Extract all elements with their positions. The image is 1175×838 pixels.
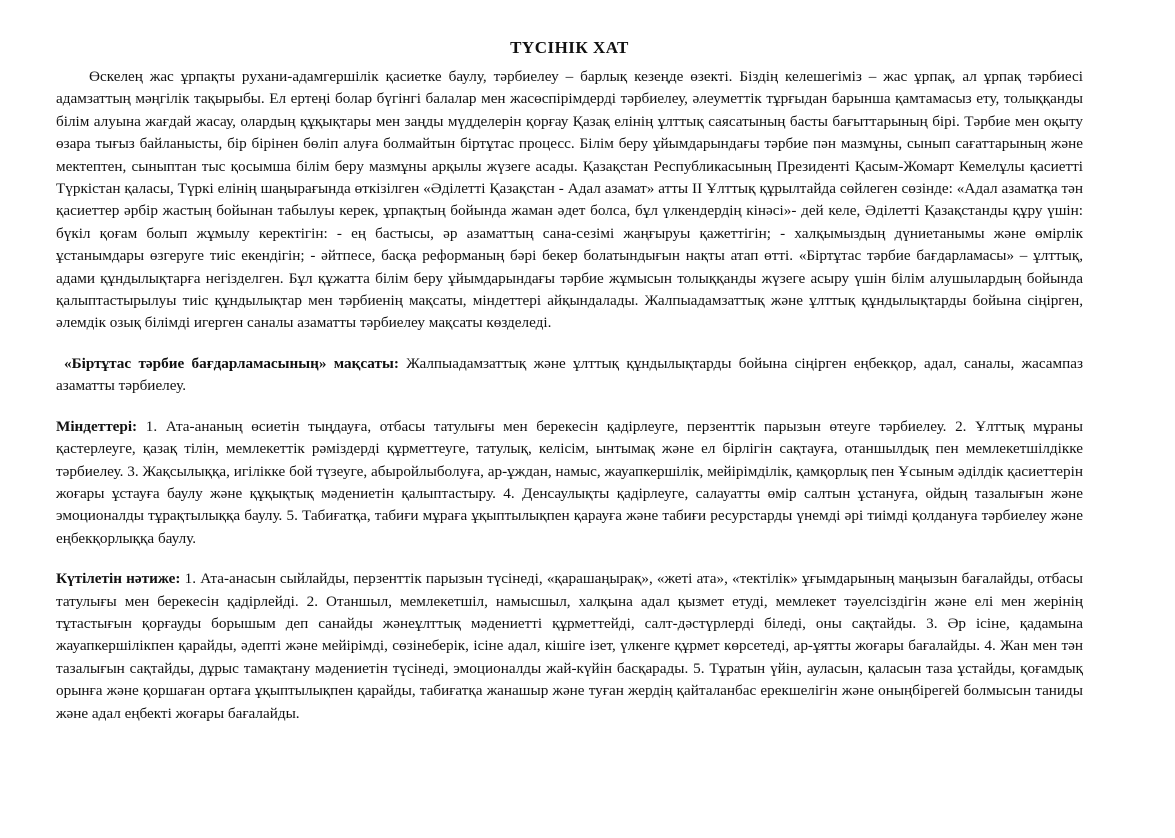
results-text: 1. Ата-анасын сыйлайды, перзенттік парызын түсінеді, «қарашаңырақ», «жеті ата», «тектілік» ұғымдарының маңызын бағалайды, отбасы татулығы мен берекесін қадірлейді. 2. Отаншыл, мемлекетшіл, намысшыл, халқына адал қызмет етуді, мемлекет тәуелсіздігін және елі мен жерінің тұтастығын қорғауды борышым деп санайды жәнеұлттық мәдениетті құрметтейді, салт-дәстүрлерді біледі, оны сақтайды. 3. Әр ісіне, қадамына жауапкершілікпен қарайды, әдепті және мейірімді, сөзінеберік, ісіне адал, кішіге ізет, үлкенге құрмет көрсетеді, ар-ұятты жоғары бағалайды. 4. Жан мен тән тазалығын сақтайды, дұрыс тамақтану мәдениетін түсінеді, эмоционалды жай-күйін басқарады. 5. Тұратын үйін, ауласын, қаласын таза ұстайды, қоғамдық орынға және қоршаған ортаға ұқыптылықпен қарайды, табиғатқа жанашыр және туған жердің қайталанбас ерекшелігін және оныңбірегей болмысын таниды және адал еңбекті жоғары бағалайды. bbox=[56, 570, 1083, 722]
tasks-paragraph bbox=[56, 416, 1083, 550]
document-title: ТҮСІНІК ХАТ bbox=[510, 38, 629, 57]
tasks-text: 1. Ата-ананың өсиетін тыңдауға, отбасы татулығы мен берекесін қадірлеуге, перзенттік парызын өтеуге тәрбиелеу. 2. Ұлттық мұраны қастерлеуге, қазақ тілін, мемлекеттік рәміздерді құрметтеуге, татулық, келісім, ынтымақ және ел бірлігін сақтауға, отаншылдық пен мемлекетшілдікке тәрбиелеу. 3. Жақсылыққа, игілікке бой түзеуге, абыройлыболуға, ар-ұждан, намыс, жауапкершілік, мейірімділік, қамқорлық пен Ұсыным әділдік қасиеттерін жоғары ұстауға баулу және құқықтық мәдениетін қалыптастыру. 4. Денсаулықты қадірлеуге, салауатты өмір салтын ұстануға, ойдың тазалығын және эмоционалды тұрақтылыққа баулу. 5. Табиғатқа, табиғи мұраға ұқыптылықпен қарауға және табиғи ресурстарды үнемді әрі тиімді қолдануға тәрбиелеу және еңбекқорлыққа баулу. bbox=[56, 417, 1083, 547]
intro-paragraph: Өскелең жас ұрпақты рухани-адамгершілік қасиетке баулу, тәрбиелеу – барлық кезеңде өзекті. Біздің келешегіміз – жас ұрпақ, ал ұрпақ тәрбиесі адамзаттың мәңгілік тақырыбы. Ел ертеңі болар бүгінгі балалар мен жасөспірімдерді тәрбиелеу, әлеуметтік тұрғыдан барынша қамтамасыз ету, толыққанды білім алуына жағдай жасау, олардың құқықтары мен заңды мүдделерін қорғау Қазақ елінің ұлттық саясатының басты бағыттарының бірі. Тәрбие мен оқыту өзара тығыз байланысты, бір бірінен бөліп алуға болмайтын біртұтас процесс. Білім беру ұйымдарындағы тәрбие пән мазмұны, сынып сағаттарының және мектептен, сыныптан тыс қосымша білім беру мазмұны арқылы жүзеге асады. Қазақстан Республикасының Президенті Қасым-Жомарт Кемелұлы қасиетті Түркістан қаласы, Түркі елінің шаңырағында өткізілген «Әділетті Қазақстан - Адал азамат» атты II Ұлттық құрылтайда сөйлеген сөзінде: «Адал азаматқа тән қасиеттер әрбір жастың бойынан табылуы керек, ұрпақтың бойында жаман әдет болса, бұл үлкендердің кінәсі»- дей келе, Әділетті Қазақстанды құру үшін: бүкіл қоғам болып жұмылу керектігін: - ең бастысы, әр азаматтың сана-сезімі жаңғыруы қажеттігін; - халқымыздың дүниетанымы және өмірлік ұстанымдары өзгеруге тиіс екендігін; - әйтпесе, басқа реформаның бәрі бекер болатындығын нақты атап өтті. «Біртұтас тәрбие бағдарламасы» – ұлттық, адами құндылықтарға негізделген. Бұл құжатта білім беру ұйымдарындағы тәрбие жұмысын толыққанды жүзеге асыру үшін білім алушылардың бойында қалыптастырылуы тиіс құндылықтар мен тәрбиенің мақсаты, міндеттері айқындалады. Жалпыадамзаттық және ұлттық құндылықтарды бойына сіңірген, әлемдік озық білімді игерген саналы азаматты тәрбиелеу мақсаты көзделеді. bbox=[56, 68, 1083, 332]
goal-paragraph bbox=[56, 353, 1083, 398]
goal-text: Жалпыадамзаттық және ұлттық құндылықтарды бойына сіңірген еңбекқор, адал, саналы, жасампаз азаматты тәрбиелеу. bbox=[56, 354, 1083, 395]
goal-label: «Біртұтас тәрбие бағдарламасының» мақсаты: bbox=[64, 354, 399, 372]
tasks-label: Міндеттері: bbox=[56, 417, 138, 435]
results-label: Күтілетін нәтиже: bbox=[56, 570, 181, 588]
results-paragraph bbox=[56, 568, 1083, 725]
